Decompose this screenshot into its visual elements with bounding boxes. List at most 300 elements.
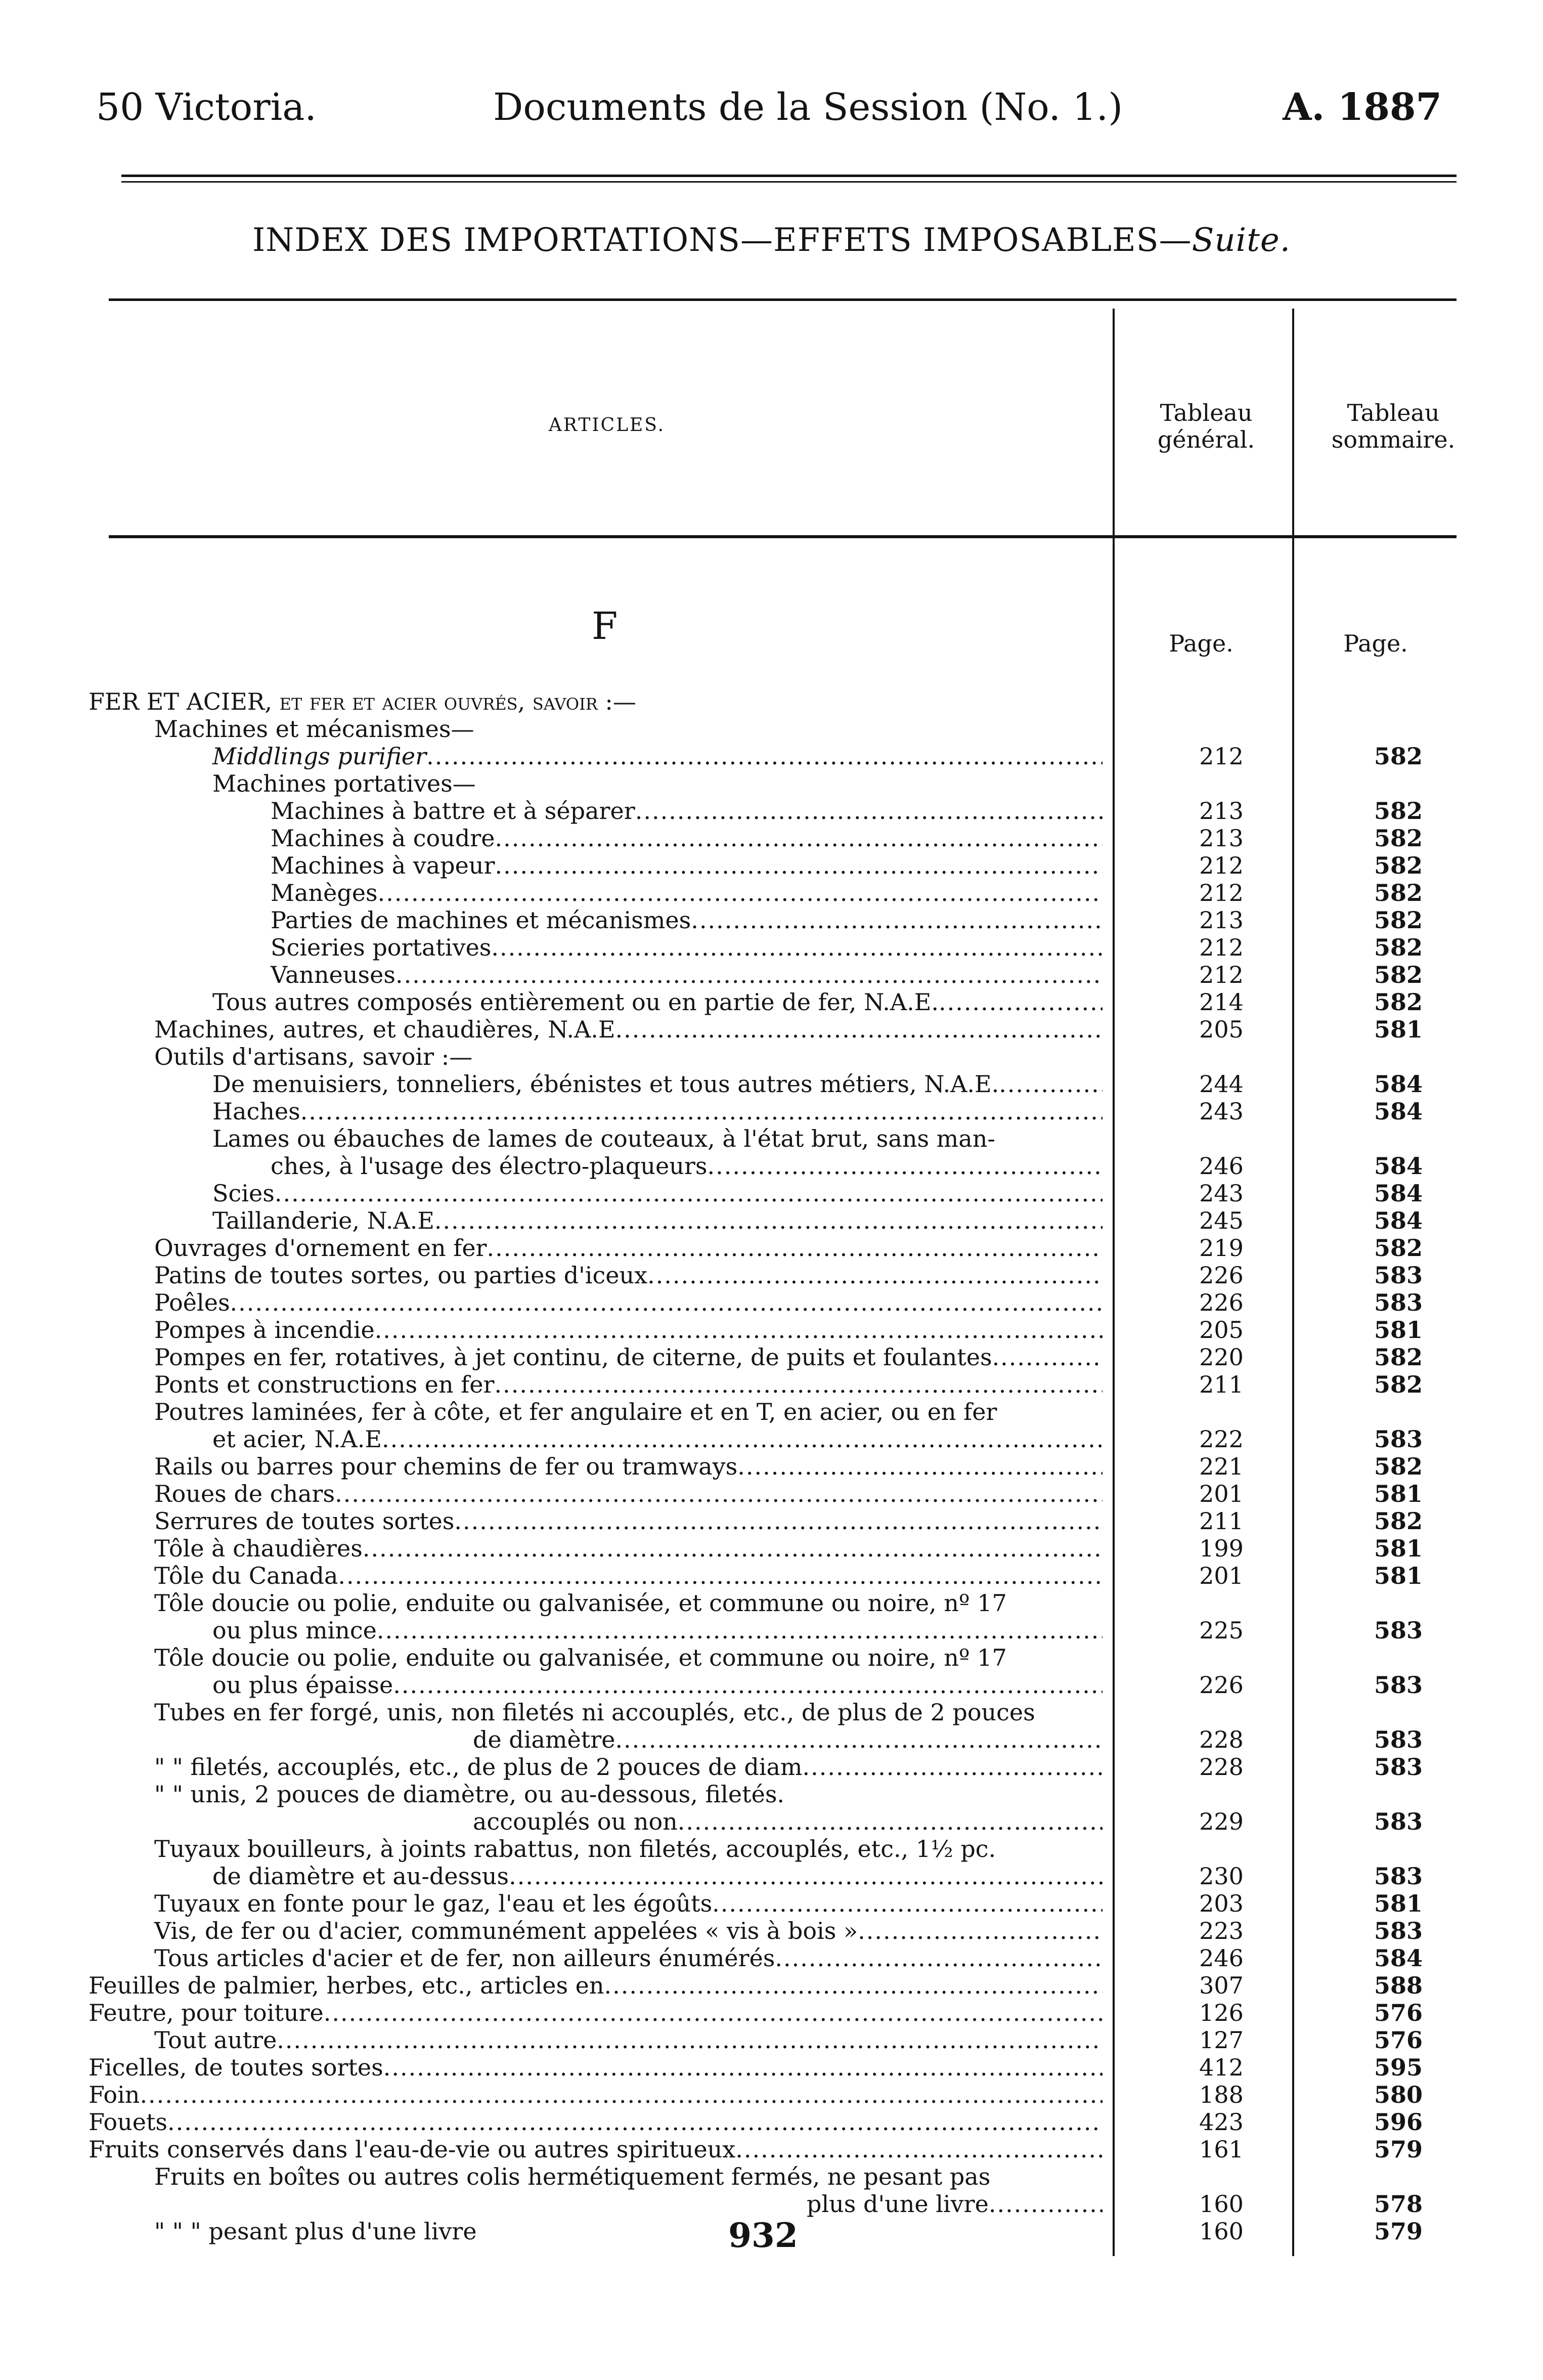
index-row-text: Vis, de fer ou d'acier, communément appelées « vis à bois » bbox=[154, 1917, 858, 1944]
index-row bbox=[0, 1098, 1543, 1125]
page-ref-sommaire: 581 bbox=[1374, 1316, 1423, 1344]
index-row-text: Fouets bbox=[89, 2108, 168, 2136]
page-ref-sommaire: 578 bbox=[1374, 2190, 1423, 2218]
index-row-label bbox=[154, 1890, 1103, 1917]
dot-leader bbox=[647, 1262, 1103, 1289]
index-row bbox=[0, 906, 1543, 934]
page-ref-general: 213 bbox=[1199, 825, 1244, 852]
index-row-label bbox=[154, 715, 1103, 743]
index-row-label bbox=[154, 1944, 1103, 1972]
index-row bbox=[0, 2081, 1543, 2108]
index-row bbox=[0, 1289, 1543, 1316]
page-ref-general: 244 bbox=[1199, 1070, 1244, 1098]
page-ref-sommaire: 582 bbox=[1374, 934, 1423, 961]
dot-leader bbox=[377, 1617, 1103, 1644]
page-ref-general: 219 bbox=[1199, 1234, 1244, 1262]
index-row-text: FER ET ACIER, et fer et acier ouvrés, savoir :— bbox=[89, 688, 636, 715]
index-row bbox=[0, 1589, 1543, 1617]
dot-leader bbox=[737, 1453, 1103, 1480]
page-ref-sommaire: 582 bbox=[1374, 1453, 1423, 1480]
index-row-label bbox=[154, 2026, 1103, 2054]
index-row bbox=[0, 770, 1543, 797]
index-row-label bbox=[154, 1535, 1103, 1562]
index-row-text: Pompes à incendie bbox=[154, 1316, 375, 1344]
index-row-text: accouplés ou non bbox=[473, 1808, 678, 1835]
section-letter: F bbox=[592, 604, 618, 648]
page-ref-general: 127 bbox=[1199, 2026, 1244, 2054]
header-rule-bottom bbox=[121, 181, 1457, 183]
page-ref-sommaire: 582 bbox=[1374, 1344, 1423, 1371]
index-row-text: Feuilles de palmier, herbes, etc., articles en bbox=[89, 1972, 604, 1999]
index-row-text: de diamètre et au-dessus bbox=[212, 1863, 509, 1890]
dot-leader bbox=[275, 1180, 1103, 1207]
running-header-title: Documents de la Session (No. 1.) bbox=[493, 85, 1123, 129]
page-ref-sommaire: 584 bbox=[1374, 1180, 1423, 1207]
index-row bbox=[0, 1453, 1543, 1480]
index-row-label bbox=[271, 934, 1103, 961]
page-ref-sommaire: 584 bbox=[1374, 1207, 1423, 1234]
page-ref-general: 201 bbox=[1199, 1562, 1244, 1589]
index-row-text: Outils d'artisans, savoir :— bbox=[154, 1043, 473, 1070]
index-row-text: de diamètre bbox=[473, 1726, 615, 1753]
page-ref-general: 205 bbox=[1199, 1016, 1244, 1043]
page-ref-general: 211 bbox=[1199, 1371, 1244, 1398]
dot-leader bbox=[678, 1808, 1103, 1835]
index-row-label bbox=[271, 961, 1103, 988]
page-ref-general: 212 bbox=[1199, 934, 1244, 961]
table-header-rule bbox=[109, 535, 1457, 538]
page-ref-general: 161 bbox=[1199, 2136, 1244, 2163]
index-row-text: Tuyaux en fonte pour le gaz, l'eau et les égoûts bbox=[154, 1890, 713, 1917]
index-row bbox=[0, 2163, 1543, 2190]
dot-leader bbox=[382, 1425, 1103, 1453]
page-ref-general: 223 bbox=[1199, 1917, 1244, 1944]
index-row-text: Ouvrages d'ornement en fer bbox=[154, 1234, 487, 1262]
index-row bbox=[0, 1835, 1543, 1863]
page-ref-sommaire: 582 bbox=[1374, 852, 1423, 879]
page-ref-sommaire: 584 bbox=[1374, 1098, 1423, 1125]
index-row-text: ou plus épaisse bbox=[212, 1671, 393, 1699]
index-row-text: Tuyaux bouilleurs, à joints rabattus, non filetés, accouplés, etc., 1½ pc. bbox=[154, 1835, 996, 1863]
index-row bbox=[0, 1316, 1543, 1344]
page-ref-general: 412 bbox=[1199, 2054, 1244, 2081]
index-row bbox=[0, 715, 1543, 743]
page-ref-general: 307 bbox=[1199, 1972, 1244, 1999]
page-ref-general: 213 bbox=[1199, 906, 1244, 934]
index-row-text: Parties de machines et mécanismes bbox=[271, 906, 691, 934]
index-row-label bbox=[154, 1453, 1103, 1480]
index-row-text: Poutres laminées, fer à côte, et fer angulaire et en T, en acier, ou en fer bbox=[154, 1398, 997, 1425]
dot-leader bbox=[454, 1507, 1103, 1535]
index-row-label bbox=[154, 1781, 1103, 1808]
dot-leader bbox=[495, 825, 1103, 852]
index-row-text: Machines à battre et à séparer bbox=[271, 797, 635, 825]
index-row bbox=[0, 2108, 1543, 2136]
index-row bbox=[0, 1480, 1543, 1507]
index-row-text: ches, à l'usage des électro-plaqueurs bbox=[271, 1152, 708, 1180]
page-ref-sommaire: 582 bbox=[1374, 825, 1423, 852]
page-ref-general: 203 bbox=[1199, 1890, 1244, 1917]
dot-leader bbox=[395, 961, 1103, 988]
page-ref-sommaire: 582 bbox=[1374, 743, 1423, 770]
dot-leader bbox=[491, 934, 1103, 961]
dot-leader bbox=[167, 2108, 1103, 2136]
page-number: 932 bbox=[728, 2216, 798, 2255]
page-ref-general: 160 bbox=[1199, 2190, 1244, 2218]
index-row-label bbox=[154, 2218, 1103, 2245]
column-header-sommaire: Tableau sommaire. bbox=[1331, 399, 1456, 453]
page-ref-sommaire: 584 bbox=[1374, 1152, 1423, 1180]
index-row-label bbox=[271, 797, 1103, 825]
index-row bbox=[0, 1699, 1543, 1726]
index-row bbox=[0, 797, 1543, 825]
index-row-text: " " unis, 2 pouces de diamètre, ou au-dessous, filetés. bbox=[154, 1781, 785, 1808]
index-row-text: Tôle du Canada bbox=[154, 1562, 338, 1589]
index-row-label bbox=[154, 1589, 1103, 1617]
index-row bbox=[0, 1425, 1543, 1453]
page-ref-general: 225 bbox=[1199, 1617, 1244, 1644]
index-row bbox=[0, 879, 1543, 906]
page-ref-general: 226 bbox=[1199, 1671, 1244, 1699]
index-row-text: Tous articles d'acier et de fer, non ailleurs énumérés bbox=[154, 1944, 775, 1972]
dot-leader bbox=[858, 1917, 1103, 1944]
index-row-label bbox=[154, 1753, 1103, 1781]
page-ref-sommaire: 595 bbox=[1374, 2054, 1423, 2081]
index-row bbox=[0, 1917, 1543, 1944]
page-ref-general: 126 bbox=[1199, 1999, 1244, 2026]
running-header-left: 50 Victoria. bbox=[96, 85, 317, 129]
header-rule-top bbox=[121, 175, 1457, 177]
index-row-text: Tubes en fer forgé, unis, non filetés ni accouplés, etc., de plus de 2 pouces bbox=[154, 1699, 1035, 1726]
page-ref-general: 199 bbox=[1199, 1535, 1244, 1562]
index-row-label bbox=[212, 1098, 1103, 1125]
index-entries bbox=[0, 688, 1543, 2245]
index-row-text: Machines à vapeur bbox=[271, 852, 495, 879]
index-row bbox=[0, 1507, 1543, 1535]
page-ref-general: 212 bbox=[1199, 961, 1244, 988]
index-row bbox=[0, 1781, 1543, 1808]
index-row-text: plus d'une livre bbox=[807, 2190, 989, 2218]
index-row-label bbox=[89, 1999, 1103, 2026]
index-row-text: Taillanderie, N.A.E bbox=[212, 1207, 434, 1234]
index-row bbox=[0, 743, 1543, 770]
index-row-label bbox=[154, 1043, 1103, 1070]
index-row bbox=[0, 1671, 1543, 1699]
index-row-label bbox=[154, 1371, 1103, 1398]
index-row bbox=[0, 1535, 1543, 1562]
index-row-label bbox=[212, 1425, 1103, 1453]
index-row-label bbox=[154, 1917, 1103, 1944]
index-row-label bbox=[271, 879, 1103, 906]
index-row-label bbox=[212, 1180, 1103, 1207]
page-ref-general: 220 bbox=[1199, 1344, 1244, 1371]
page-ref-sommaire: 579 bbox=[1374, 2218, 1423, 2245]
index-row-text: Poêles bbox=[154, 1289, 230, 1316]
page-ref-sommaire: 582 bbox=[1374, 906, 1423, 934]
dot-leader bbox=[939, 988, 1103, 1016]
index-row-text: Ponts et constructions en fer bbox=[154, 1371, 495, 1398]
page-ref-sommaire: 581 bbox=[1374, 1890, 1423, 1917]
index-row bbox=[0, 1726, 1543, 1753]
dot-leader bbox=[338, 1562, 1103, 1589]
index-row-label bbox=[271, 825, 1103, 852]
index-row-label bbox=[89, 2108, 1103, 2136]
page-ref-sommaire: 584 bbox=[1374, 1944, 1423, 1972]
index-row-label bbox=[271, 906, 1103, 934]
index-row-text: Tôle doucie ou polie, enduite ou galvanisée, et commune ou noire, nº 17 bbox=[154, 1644, 1007, 1671]
index-row bbox=[0, 988, 1543, 1016]
index-row-text: De menuisiers, tonneliers, ébénistes et tous autres métiers, N.A.E. bbox=[212, 1070, 999, 1098]
index-row bbox=[0, 2026, 1543, 2054]
index-row-text: Machines, autres, et chaudières, N.A.E bbox=[154, 1016, 615, 1043]
dot-leader bbox=[803, 1753, 1103, 1781]
index-row-label bbox=[154, 1699, 1103, 1726]
page-ref-sommaire: 583 bbox=[1374, 1808, 1423, 1835]
page-ref-general: 423 bbox=[1199, 2108, 1244, 2136]
page-ref-sommaire: 582 bbox=[1374, 961, 1423, 988]
index-title bbox=[0, 222, 1543, 259]
page-ref-sommaire: 582 bbox=[1374, 797, 1423, 825]
page-ref-sommaire: 583 bbox=[1374, 1726, 1423, 1753]
page-ref-general: 221 bbox=[1199, 1453, 1244, 1480]
index-row-label bbox=[154, 1480, 1103, 1507]
index-row bbox=[0, 825, 1543, 852]
table-top-rule bbox=[109, 298, 1457, 301]
page-ref-sommaire: 579 bbox=[1374, 2136, 1423, 2163]
index-row bbox=[0, 2054, 1543, 2081]
page-ref-general: 212 bbox=[1199, 852, 1244, 879]
index-row-label bbox=[271, 852, 1103, 879]
index-row bbox=[0, 1207, 1543, 1234]
dot-leader bbox=[426, 743, 1103, 770]
index-row-label bbox=[154, 2163, 1103, 2190]
page-ref-sommaire: 581 bbox=[1374, 1016, 1423, 1043]
index-row-label bbox=[154, 1234, 1103, 1262]
index-row-text: Tôle doucie ou polie, enduite ou galvanisée, et commune ou noire, nº 17 bbox=[154, 1589, 1007, 1617]
index-row-label bbox=[212, 1125, 1103, 1152]
index-row-label bbox=[212, 1207, 1103, 1234]
index-row bbox=[0, 1808, 1543, 1835]
index-row-label bbox=[212, 743, 1103, 770]
dot-leader bbox=[383, 2054, 1103, 2081]
index-row-text: Roues de chars bbox=[154, 1480, 335, 1507]
index-row-label bbox=[154, 1316, 1103, 1344]
page-ref-sommaire: 582 bbox=[1374, 1507, 1423, 1535]
index-row-label bbox=[212, 1671, 1103, 1699]
index-row-label bbox=[89, 688, 1103, 715]
index-row-label bbox=[154, 1507, 1103, 1535]
index-row-label bbox=[89, 2054, 1103, 2081]
index-row-text: Rails ou barres pour chemins de fer ou tramways bbox=[154, 1453, 738, 1480]
index-row-text: Vanneuses bbox=[271, 961, 395, 988]
index-row bbox=[0, 1617, 1543, 1644]
index-row bbox=[0, 1753, 1543, 1781]
page-ref-general: 213 bbox=[1199, 797, 1244, 825]
page-ref-sommaire: 582 bbox=[1374, 1371, 1423, 1398]
index-row bbox=[0, 1398, 1543, 1425]
index-row bbox=[0, 1152, 1543, 1180]
dot-leader bbox=[363, 1535, 1103, 1562]
page-ref-sommaire: 580 bbox=[1374, 2081, 1423, 2108]
page-label-sommaire: Page. bbox=[1343, 630, 1408, 657]
index-row bbox=[0, 1999, 1543, 2026]
index-row-text: Fruits en boîtes ou autres colis hermétiquement fermés, ne pesant pas bbox=[154, 2163, 991, 2190]
index-row bbox=[0, 2190, 1543, 2218]
dot-leader bbox=[393, 1671, 1103, 1699]
page-ref-general: 201 bbox=[1199, 1480, 1244, 1507]
column-header-articles: ARTICLES. bbox=[548, 415, 666, 436]
index-row-label bbox=[212, 1070, 1103, 1098]
index-row bbox=[0, 852, 1543, 879]
index-row-text: " " filetés, accouplés, etc., de plus de 2 pouces de diam bbox=[154, 1753, 803, 1781]
index-row bbox=[0, 1944, 1543, 1972]
page-ref-general: 246 bbox=[1199, 1944, 1244, 1972]
dot-leader bbox=[140, 2081, 1103, 2108]
dot-leader bbox=[712, 1890, 1103, 1917]
page-ref-sommaire: 576 bbox=[1374, 1999, 1423, 2026]
index-row-label bbox=[154, 1262, 1103, 1289]
page-ref-sommaire: 584 bbox=[1374, 1070, 1423, 1098]
dot-leader bbox=[378, 879, 1103, 906]
dot-leader bbox=[434, 1207, 1103, 1234]
dot-leader bbox=[277, 2026, 1103, 2054]
dot-leader bbox=[300, 1098, 1103, 1125]
dot-leader bbox=[494, 1371, 1103, 1398]
dot-leader bbox=[775, 1944, 1103, 1972]
page-ref-sommaire: 583 bbox=[1374, 1863, 1423, 1890]
index-title-main: INDEX DES IMPORTATIONS—EFFETS IMPOSABLES— bbox=[252, 222, 1192, 259]
index-row bbox=[0, 1371, 1543, 1398]
index-row-text: Machines portatives— bbox=[212, 770, 476, 797]
index-row bbox=[0, 1972, 1543, 1999]
index-row bbox=[0, 688, 1543, 715]
dot-leader bbox=[615, 1016, 1103, 1043]
index-row-label bbox=[212, 1863, 1103, 1890]
index-row-label bbox=[154, 1289, 1103, 1316]
page-ref-general: 243 bbox=[1199, 1180, 1244, 1207]
index-row-text: Middlings purifier bbox=[212, 743, 427, 770]
index-row-label bbox=[212, 1617, 1103, 1644]
dot-leader bbox=[989, 2190, 1103, 2218]
page-ref-sommaire: 583 bbox=[1374, 1917, 1423, 1944]
index-row-label bbox=[271, 1152, 1103, 1180]
index-row bbox=[0, 961, 1543, 988]
page-ref-sommaire: 581 bbox=[1374, 1480, 1423, 1507]
dot-leader bbox=[335, 1480, 1103, 1507]
index-row-label bbox=[154, 1562, 1103, 1589]
column-header-general: Tableau général. bbox=[1157, 399, 1255, 453]
index-row-label bbox=[154, 1344, 1103, 1371]
page-ref-general: 211 bbox=[1199, 1507, 1244, 1535]
page-ref-sommaire: 582 bbox=[1374, 988, 1423, 1016]
dot-leader bbox=[230, 1289, 1103, 1316]
page-ref-sommaire: 583 bbox=[1374, 1262, 1423, 1289]
dot-leader bbox=[635, 797, 1103, 825]
page-ref-sommaire: 596 bbox=[1374, 2108, 1423, 2136]
page-ref-general: 245 bbox=[1199, 1207, 1244, 1234]
dot-leader bbox=[999, 1070, 1103, 1098]
index-row bbox=[0, 1016, 1543, 1043]
index-title-suite: Suite. bbox=[1192, 222, 1291, 259]
index-row bbox=[0, 2136, 1543, 2163]
index-row-text: Serrures de toutes sortes bbox=[154, 1507, 455, 1535]
page-ref-general: 243 bbox=[1199, 1098, 1244, 1125]
page-ref-sommaire: 576 bbox=[1374, 2026, 1423, 2054]
page-ref-sommaire: 581 bbox=[1374, 1535, 1423, 1562]
dot-leader bbox=[375, 1316, 1103, 1344]
dot-leader bbox=[495, 852, 1103, 879]
page-ref-general: 229 bbox=[1199, 1808, 1244, 1835]
index-row bbox=[0, 1234, 1543, 1262]
index-row-label bbox=[89, 1972, 1103, 1999]
index-row-text: Patins de toutes sortes, ou parties d'iceux bbox=[154, 1262, 648, 1289]
dot-leader bbox=[604, 1972, 1103, 1999]
index-row bbox=[0, 934, 1543, 961]
index-row-label bbox=[154, 1398, 1103, 1425]
index-row-text: Ficelles, de toutes sortes bbox=[89, 2054, 383, 2081]
index-row-text: Haches bbox=[212, 1098, 300, 1125]
index-row-text: Pompes en fer, rotatives, à jet continu, de citerne, de puits et foulantes bbox=[154, 1344, 992, 1371]
page-ref-general: 246 bbox=[1199, 1152, 1244, 1180]
page-label-general: Page. bbox=[1169, 630, 1233, 657]
index-row bbox=[0, 1125, 1543, 1152]
index-row-label bbox=[212, 988, 1103, 1016]
page-ref-general: 212 bbox=[1199, 879, 1244, 906]
index-row-text: Tous autres composés entièrement ou en partie de fer, N.A.E. bbox=[212, 988, 939, 1016]
page-ref-general: 226 bbox=[1199, 1262, 1244, 1289]
page-ref-general: 212 bbox=[1199, 743, 1244, 770]
index-row-label bbox=[154, 1644, 1103, 1671]
page-ref-general: 230 bbox=[1199, 1863, 1244, 1890]
index-row bbox=[0, 1562, 1543, 1589]
dot-leader bbox=[487, 1234, 1103, 1262]
index-row-text: Tout autre bbox=[154, 2026, 277, 2054]
index-row-text: Machines et mécanismes— bbox=[154, 715, 474, 743]
page-ref-general: 228 bbox=[1199, 1753, 1244, 1781]
dot-leader bbox=[691, 906, 1103, 934]
index-row-text: Tôle à chaudières bbox=[154, 1535, 363, 1562]
index-row-text: ou plus mince bbox=[212, 1617, 377, 1644]
index-row-label bbox=[473, 1808, 1103, 1835]
running-header-right: A. 1887 bbox=[1283, 85, 1442, 129]
dot-leader bbox=[992, 1344, 1103, 1371]
page-ref-sommaire: 583 bbox=[1374, 1617, 1423, 1644]
index-row-text: " " " pesant plus d'une livre bbox=[154, 2218, 477, 2245]
page-ref-general: 222 bbox=[1199, 1425, 1244, 1453]
page-ref-general: 205 bbox=[1199, 1316, 1244, 1344]
index-row-text: Machines à coudre bbox=[271, 825, 495, 852]
index-row-text: Lames ou ébauches de lames de couteaux, à l'état brut, sans man- bbox=[212, 1125, 995, 1152]
page-ref-sommaire: 583 bbox=[1374, 1289, 1423, 1316]
index-row-text: Feutre, pour toiture bbox=[89, 1999, 324, 2026]
index-row bbox=[0, 1863, 1543, 1890]
page-ref-general: 214 bbox=[1199, 988, 1244, 1016]
page-ref-sommaire: 583 bbox=[1374, 1753, 1423, 1781]
page-ref-general: 226 bbox=[1199, 1289, 1244, 1316]
index-row-text: Scieries portatives bbox=[271, 934, 492, 961]
index-row-label bbox=[154, 1835, 1103, 1863]
page-ref-sommaire: 582 bbox=[1374, 1234, 1423, 1262]
index-row-label bbox=[473, 1726, 1103, 1753]
page-ref-sommaire: 582 bbox=[1374, 879, 1423, 906]
dot-leader bbox=[324, 1999, 1103, 2026]
index-row-text: Foin bbox=[89, 2081, 140, 2108]
index-row bbox=[0, 1644, 1543, 1671]
index-row-label bbox=[89, 2136, 1103, 2163]
index-row-text: et acier, N.A.E bbox=[212, 1425, 382, 1453]
dot-leader bbox=[615, 1726, 1103, 1753]
page-ref-sommaire: 583 bbox=[1374, 1671, 1423, 1699]
